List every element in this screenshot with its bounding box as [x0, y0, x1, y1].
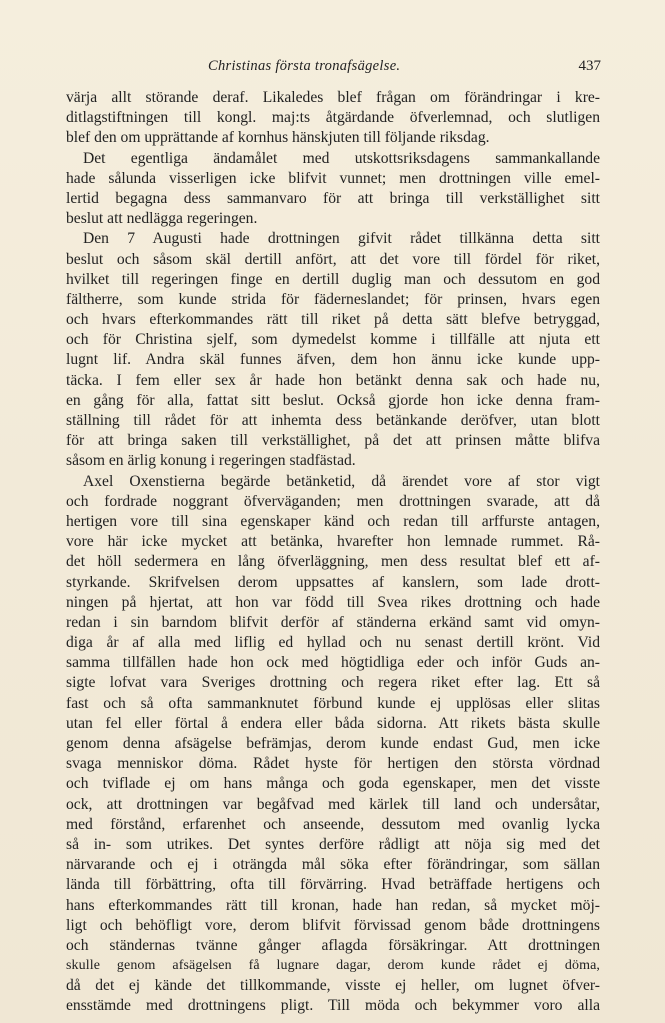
text-line: med förstånd, erfarenhet och anseende, dessutom med ovanlig lycka [66, 815, 600, 833]
text-line: ligt och behöfligt vore, derom blifvit förvissad genom både drottningens [66, 916, 600, 934]
text-line: ningen på hjertat, att hon var född till Svea rikes drottning och hade [66, 593, 600, 611]
text-line: styrkande. Skrifvelsen derom uppsattes af kanslern, som lade drott- [66, 573, 600, 591]
text-line: närvarande och ej i oträngda mål söka efter förändringar, som sällan [66, 856, 600, 874]
text-line: blef den om upprättande af kornhus hänskjuten till följande riksdag. [66, 129, 490, 147]
text-line: och ständernas tvänne gånger aflagda försäkringar. Att drottningen [66, 936, 600, 954]
text-line: och hvars efterkommandes rätt till riket på detta sätt blefve betryggad, [66, 311, 600, 329]
text-line: värja allt störande deraf. Likaledes blef frågan om förändringar i kre- [66, 89, 600, 106]
page-header [66, 58, 601, 80]
text-line: en gång för alla, fattat sitt beslut. Också gjorde hon icke denna fram- [66, 391, 600, 409]
text-line: ditlagstiftningen till kongl. maj:ts åtgärdande öfverlemnad, och slutligen [66, 109, 600, 127]
text-line: hvilket till regeringen finge en dertill duglig man och dessutom en god [66, 270, 600, 288]
text-line: fast och så ofta sammanknutet förbund kunde ej upplösas eller slitas [66, 694, 600, 712]
text-line: och för Christina sjelf, som dymedelst komme i tillfälle att njuta ett [66, 331, 600, 349]
text-line: så in- som utrikes. Det syntes derföre rådligt att nöja sig med det [66, 835, 600, 853]
text-line: vore här icke mycket att betänka, hvarefter hon lemnade rummet. Rå- [66, 533, 600, 551]
text-line: då det ej kände det tillkommande, visste ej heller, om lugnet öfver- [66, 977, 600, 995]
text-line: skulle genom afsägelsen få lugnare dagar, derom kunde rådet ej döma, [66, 958, 600, 974]
text-line: Det egentliga ändamålet med utskottsriksdagens sammankallande [83, 149, 600, 167]
text-line: och tviflade ej om hans många och goda egenskaper, men det visste [66, 775, 600, 793]
text-line: ock, att drottningen var begåfvad med kärlek till land och undersåtar, [66, 795, 600, 813]
text-line: beslut och såsom skäl dertill anfört, att det vore till fördel för riket, [66, 250, 600, 268]
text-line: svaga menniskor döma. Rådet hyste för hertigen den största vördnad [66, 755, 600, 773]
text-line: och fordrade noggrant öfverväganden; men drottningen svarade, att då [66, 492, 600, 510]
text-line: ställning till rådet för att inhemta dess betänkande deröfver, utan blott [66, 412, 600, 429]
text-line: för att bringa saken till verkställighet, på det att prinsen måtte blifva [66, 432, 600, 450]
text-line: såsom en ärlig konung i regeringen stadfästad. [66, 452, 356, 470]
text-line: utan fel eller förtal å endera eller båda sidorna. Att rikets bästa skulle [66, 714, 600, 732]
text-line: täcka. I fem eller sex år hade hon betänkt denna sak och hade nu, [66, 371, 600, 389]
text-line: hertigen vore till sina egenskaper känd och redan till arffurste antagen, [66, 512, 600, 530]
text-line: diga år af alla med liflig ed hyllad och nu senast dertill krönt. Vid [66, 634, 600, 652]
text-line: lända till förbättring, ofta till förvärring. Hvad beträffade hertigens och [66, 876, 600, 894]
text-line: beslut att nedlägga regeringen. [66, 210, 258, 228]
text-line: det höll sedermera en lång öfverläggning, men dess resultat blef ett af- [66, 553, 600, 571]
text-line: lertid begagna dess sammanvaro för att bringa till verkställighet sitt [66, 189, 600, 207]
text-line: genom denna afsägelse befrämjas, derom kunde endast Gud, men icke [66, 735, 600, 752]
text-line: redan i sin barndom blifvit derför af ständerna erkänd samt vid omyn- [66, 613, 600, 631]
text-line: fältherre, som kunde strida för fäderneslandet; för prinsen, hvars egen [66, 290, 600, 308]
text-line: hans efterkommandes rätt till kronan, hade han redan, så mycket möj- [66, 896, 600, 914]
body-text [66, 88, 600, 1017]
text-line: samma tillfällen hade hon ock med högtidliga eder och inför Guds an- [66, 654, 600, 672]
text-line: Axel Oxenstierna begärde betänketid, då ärendet vore af stor vigt [83, 472, 600, 490]
page-number: 437 [578, 58, 601, 74]
text-line: hade sålunda visserligen icke blifvit vunnet; men drottningen ville emel- [66, 169, 600, 187]
text-line: Den 7 Augusti hade drottningen gifvit rådet tillkänna detta sitt [83, 230, 600, 248]
text-line: ensstämde med drottningens pligt. Till möda och bekymmer voro alla [66, 997, 600, 1015]
running-title: Christinas första tronafsägelse. [208, 58, 401, 74]
text-line: lugnt lif. Andra skäl funnes äfven, dem hon ännu icke kunde upp- [66, 351, 600, 369]
text-line: sigte lofvat vara Sveriges drottning och regera riket efter lag. Ett så [66, 674, 600, 692]
